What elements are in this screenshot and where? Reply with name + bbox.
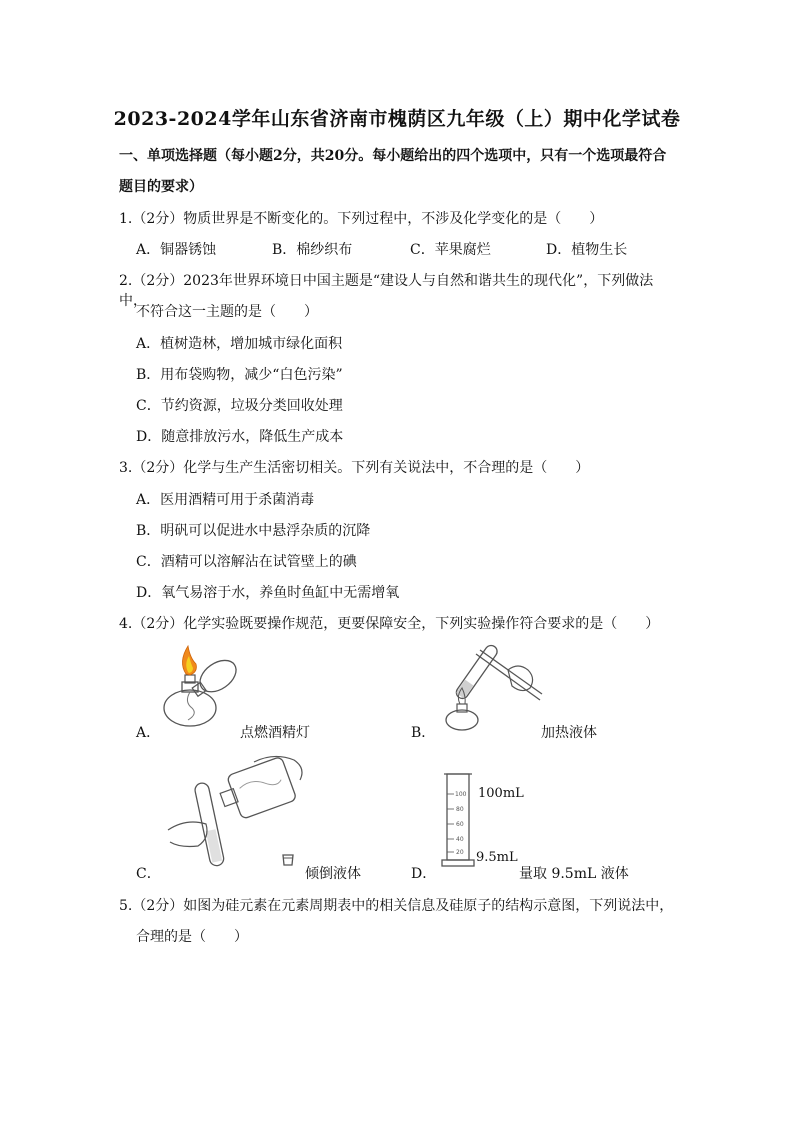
tick-label: 80	[456, 806, 464, 813]
tick-label: 40	[456, 836, 464, 843]
alcohol-lamp-figure	[160, 642, 250, 732]
option-a: A．医用酒精可用于杀菌消毒	[136, 492, 315, 508]
cylinder-capacity-label: 100mL	[478, 786, 524, 801]
tick-label: 100	[455, 791, 467, 798]
cylinder-volume-label: 9.5mL	[476, 850, 518, 865]
stopper-icon	[280, 852, 296, 868]
option-b: B．棉纱织布	[272, 242, 353, 258]
option-c: C．苹果腐烂	[410, 242, 491, 258]
heating-liquid-figure	[436, 640, 546, 732]
graduated-cylinder-figure	[438, 772, 478, 872]
option-d: D．随意排放污水，降低生产成本	[136, 429, 344, 445]
question-4-stem: 4.（2分）化学实验既要操作规范，更要保障安全，下列实验操作符合要求的是（ ）	[119, 616, 660, 632]
option-b: B．明矾可以促进水中悬浮杂质的沉降	[136, 523, 371, 539]
figure-a-caption: 点燃酒精灯	[240, 725, 310, 741]
question-5-stem-line1: 5.（2分）如图为硅元素在元素周期表中的相关信息及硅原子的结构示意图，下列说法中，	[119, 898, 674, 914]
option-a: A．植树造林，增加城市绿化面积	[136, 336, 343, 352]
figure-c-letter: C．	[136, 866, 161, 882]
page-title: 2023-2024学年山东省济南市槐荫区九年级（上）期中化学试卷	[113, 108, 681, 130]
option-d: D．氧气易溶于水，养鱼时鱼缸中无需增氧	[136, 585, 400, 601]
figure-b-letter: B．	[411, 725, 436, 741]
question-2-stem-line2: 不符合这一主题的是（ ）	[136, 304, 318, 320]
question-5-stem-line2: 合理的是（ ）	[136, 929, 248, 945]
figure-c-caption: 倾倒液体	[305, 866, 361, 882]
figure-d-letter: D．	[411, 866, 437, 882]
section-heading-line2: 题目的要求）	[119, 179, 203, 195]
figure-a-letter: A．	[136, 725, 161, 741]
figure-d-caption: 量取 9.5mL 液体	[519, 866, 629, 882]
option-b: B．用布袋购物，减少“白色污染”	[136, 367, 343, 383]
figure-b-caption: 加热液体	[541, 725, 597, 741]
tick-label: 20	[456, 849, 464, 856]
option-c: C．节约资源，垃圾分类回收处理	[136, 398, 343, 414]
option-a: A．铜器锈蚀	[136, 242, 217, 258]
question-2-stem-line1: 2.（2分）2023年世界环境日中国主题是“建设人与自然和谐共生的现代化”，下列做法中，	[119, 273, 654, 309]
option-d: D．植物生长	[546, 242, 628, 258]
tick-label: 60	[456, 821, 464, 828]
question-1-stem: 1.（2分）物质世界是不断变化的。下列过程中，不涉及化学变化的是（ ）	[119, 211, 604, 227]
option-c: C．酒精可以溶解沾在试管壁上的碘	[136, 554, 357, 570]
question-3-stem: 3.（2分）化学与生产生活密切相关。下列有关说法中，不合理的是（ ）	[119, 460, 590, 476]
section-heading-line1: 一、单项选择题（每小题2分，共20分。每小题给出的四个选项中，只有一个选项最符合	[119, 148, 667, 164]
